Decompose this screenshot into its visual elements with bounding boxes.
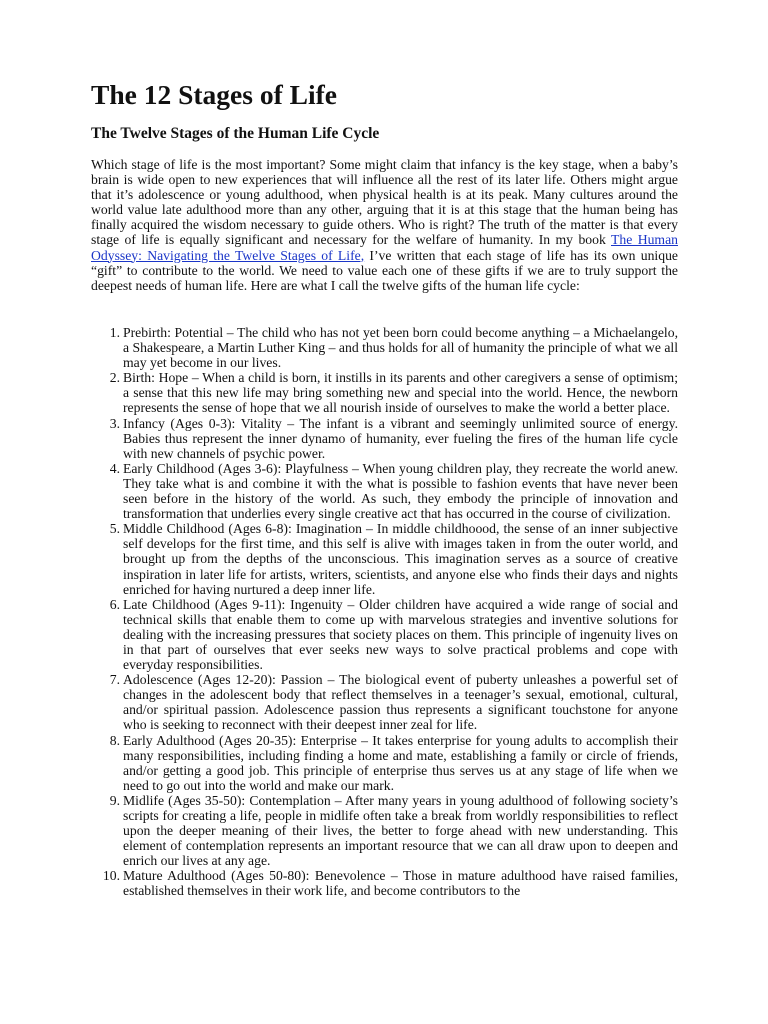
list-item (91, 521, 678, 596)
list-item-text: Midlife (Ages 35-50): Contemplation – After many years in young adulthood of following society’s scripts for creating a life, people in midlife often take a break from worldly responsibilities to reflect upon the deeper meaning of their lives, the better to forge ahead with new understanding. This element of contemplation represents an important resource that we can all draw upon to deepen and enrich our lives at any age. (123, 792, 678, 869)
list-item-number: 10. (102, 868, 120, 884)
list-item-number: 1. (109, 325, 120, 340)
list-item-text: Early Adulthood (Ages 20-35): Enterprise – It takes enterprise for young adults to accomplish their many responsibilities, including finding a home and mate, establishing a family or circle of friends, and/or getting a good job. This principle of enterprise thus serves us at any stage of life when we need to go out into the world and make our mark. (123, 732, 678, 793)
intro-text-before-link: Which stage of life is the most important? Some might claim that infancy is the key stage, when a baby’s brain is wide open to new experiences that will influence all the rest of its later life. Others might argue that it’s adolescence or young adulthood, when physical health is at its peak. Many cultures around the world value late adulthood more than any other, arguing that it is at this stage that the human being has finally acquired the wisdom necessary to guide others. Who is right? The truth of the matter is that every stage of life is equally significant and necessary for the welfare of humanity. In my book (91, 157, 678, 248)
book-link[interactable]: The Human Odyssey: Navigating the Twelve Stages of Life, (91, 232, 678, 263)
list-item-text: Mature Adulthood (Ages 50-80): Benevolence – Those in mature adulthood have raised families, established themselves in their work life, and become contributors to the (123, 868, 678, 899)
list-item-number: 5. (109, 521, 120, 537)
stages-list (91, 325, 678, 899)
list-item (91, 793, 678, 868)
list-item (91, 370, 678, 415)
intro-text-after-link: I’ve written that each stage of life has its own unique “gift” to contribute to the world. We need to value each one of these gifts if we are to truly support the deepest needs of human life. Here are what I call the twelve gifts of the human life cycle: (91, 247, 679, 293)
list-item-text: Late Childhood (Ages 9-11): Ingenuity – Older children have acquired a wide range of social and technical skills that enable them to come up with marvelous strategies and inventive solutions for dealing with the increasing pressures that society places on them. This principle of ingenuity lives on in that part of ourselves that ever seeks new ways to solve practical problems and cope with everyday responsibilities. (123, 596, 678, 673)
list-item-number: 7. (109, 672, 120, 688)
list-item (91, 597, 678, 672)
list-item (91, 733, 678, 793)
list-item (91, 672, 678, 732)
list-item (91, 868, 678, 898)
list-item-text: Birth: Hope – When a child is born, it instills in its parents and other caregivers a sense of optimism; a sense that this new life may bring something new and special into the world. Hence, the newborn represents the sense of hope that we all nourish inside of ourselves to make the world a better place. (123, 370, 678, 416)
list-item-text: Early Childhood (Ages 3-6): Playfulness – When young children play, they recreate the world anew. They take what is and combine it with the what is possible to fashion events that have never been seen before in the history of the world. As such, they embody the principle of innovation and transformation that underlies every single creative act that has occurred in the course of civilization. (123, 460, 678, 522)
list-item (91, 325, 678, 370)
list-item-number: 8. (109, 732, 120, 748)
list-item-number: 4. (109, 460, 120, 476)
list-item-number: 9. (109, 792, 120, 808)
list-item-text: Prebirth: Potential – The child who has not yet been born could become anything – a Michaelangelo, a Shakespeare, a Martin Luther King – and thus holds for all of humanity the principle of what we all may yet become in our lives. (123, 325, 678, 371)
list-item-text: Middle Childhood (Ages 6-8): Imagination – In middle childhoood, the sense of an inner subjective self develops for the first time, and this self is alive with images taken in from the outer world, and brought up from the depths of the unconscious. This imagination serves as a source of creative inspiration in later life for artists, writers, scientists, and anyone else who finds their days and nights enriched for having nurtured a deep inner life. (123, 521, 678, 597)
list-item (91, 416, 678, 461)
list-item-number: 3. (109, 415, 120, 431)
list-item-text: Infancy (Ages 0-3): Vitality – The infant is a vibrant and seemingly unlimited source of energy. Babies thus represent the inner dynamo of humanity, ever fueling the fires of the human life cycle with new channels of psychic power. (123, 415, 678, 461)
list-item-number: 2. (109, 370, 120, 386)
page-subtitle: The Twelve Stages of the Human Life Cycle (91, 125, 380, 142)
list-item-number: 6. (109, 596, 120, 612)
list-item-text: Adolescence (Ages 12-20): Passion – The biological event of puberty unleashes a powerful set of changes in the adolescent body that reflect themselves in a teenager’s sexual, emotional, cultural, and/or spiritual passion. Adolescence passion thus represents a significant touchstone for anyone who is seeking to reconnect with their deepest inner zeal for life. (123, 672, 678, 733)
intro-paragraph (91, 157, 678, 293)
list-item (91, 461, 678, 521)
page-title: The 12 Stages of Life (91, 79, 337, 110)
